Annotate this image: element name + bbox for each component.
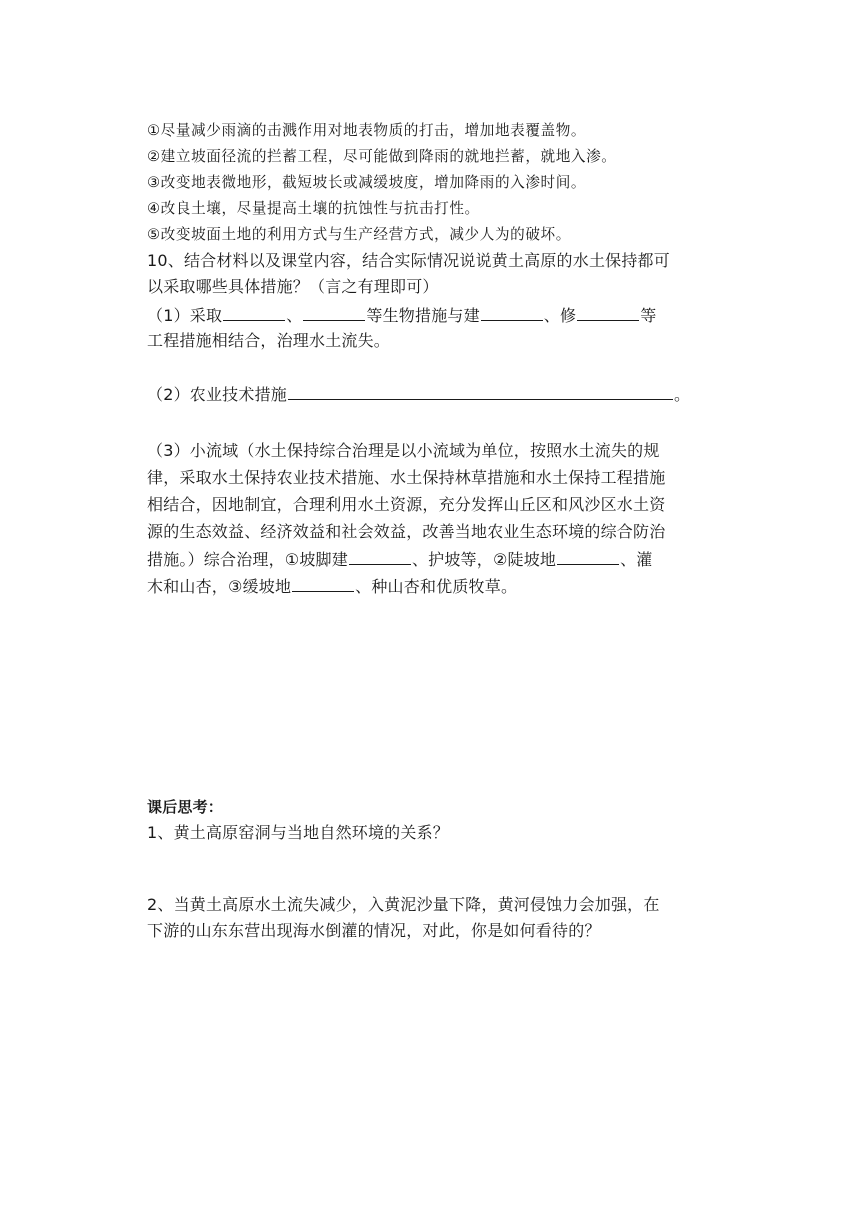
- part3-text-a: 措施。）综合治理，①坡脚建: [147, 550, 348, 569]
- after-class-q2-line2: 下游的山东东营出现海水倒灌的情况，对此，你是如何看待的？: [147, 921, 601, 940]
- part3-text-b: 、护坡等，②陡坡地: [411, 550, 557, 569]
- q10-part1-line2: 工程措施相结合，治理水土流失。: [147, 331, 391, 350]
- blank-4[interactable]: [577, 302, 639, 321]
- after-class-heading: 课后思考：: [147, 798, 224, 816]
- measure-2: ②建立坡面径流的拦蓄工程，尽可能做到降雨的就地拦蓄，就地入渗。: [147, 148, 617, 165]
- blank-8[interactable]: [292, 573, 354, 592]
- blank-2[interactable]: [303, 302, 365, 321]
- q10-part3-line2: 律，采取水土保持农业技术措施、水土保持林草措施和水土保持工程措施: [147, 468, 666, 487]
- q10-part2: [147, 381, 717, 407]
- part1-text-e: 等: [640, 306, 657, 325]
- measure-4: ④改良土壤，尽量提高土壤的抗蚀性与抗击打性。: [147, 200, 480, 217]
- q10-part3-line3: 相结合，因地制宜，合理利用水土资源，充分发挥山丘区和风沙区水土资: [147, 495, 666, 514]
- blank-1[interactable]: [223, 302, 285, 321]
- q10-part1-line1: [147, 302, 717, 328]
- measure-5: ⑤改变坡面土地的利用方式与生产经营方式，减少人为的破坏。: [147, 226, 571, 243]
- part2-text-b: 。: [673, 385, 691, 404]
- part1-text-d: 、修: [543, 306, 577, 325]
- document-page: [147, 118, 717, 944]
- part2-text-a: （2）农业技术措施: [147, 385, 287, 404]
- part1-text-b: 、: [286, 306, 303, 325]
- q10-part3-line5: [147, 546, 717, 572]
- q10-part3-line6: [147, 573, 717, 599]
- q10-part3-line1: （3）小流域（水土保持综合治理是以小流域为单位，按照水土流失的规: [147, 441, 660, 460]
- part3-text-d: 木和山杏，③缓坡地: [147, 577, 292, 596]
- blank-3[interactable]: [481, 302, 543, 321]
- part1-text-a: （1）采取: [147, 306, 223, 325]
- blank-5[interactable]: [288, 381, 673, 400]
- after-class-q1: 1、黄土高原窑洞与当地自然环境的关系？: [147, 823, 449, 842]
- part3-text-c: 、灌: [620, 550, 653, 569]
- blank-7[interactable]: [557, 546, 619, 565]
- part3-text-e: 、种山杏和优质牧草。: [355, 577, 518, 596]
- part1-text-c: 等生物措施与建: [366, 306, 480, 325]
- q10-part3-line4: 源的生态效益、经济效益和社会效益，改善当地农业生态环境的综合防治: [147, 522, 666, 541]
- q10-line-2: 以采取哪些具体措施？（言之有理即可）: [147, 277, 439, 296]
- q10-line-1: 10、结合材料以及课堂内容，结合实际情况说说黄土高原的水土保持都可: [147, 251, 670, 270]
- measure-1: ①尽量减少雨滴的击溅作用对地表物质的打击，增加地表覆盖物。: [147, 122, 587, 139]
- blank-6[interactable]: [349, 546, 411, 565]
- measure-3: ③改变地表微地形，截短坡长或减缓坡度，增加降雨的入渗时间。: [147, 174, 587, 191]
- after-class-q2-line1: 2、当黄土高原水土流失减少，入黄泥沙量下降，黄河侵蚀力会加强，在: [147, 895, 660, 914]
